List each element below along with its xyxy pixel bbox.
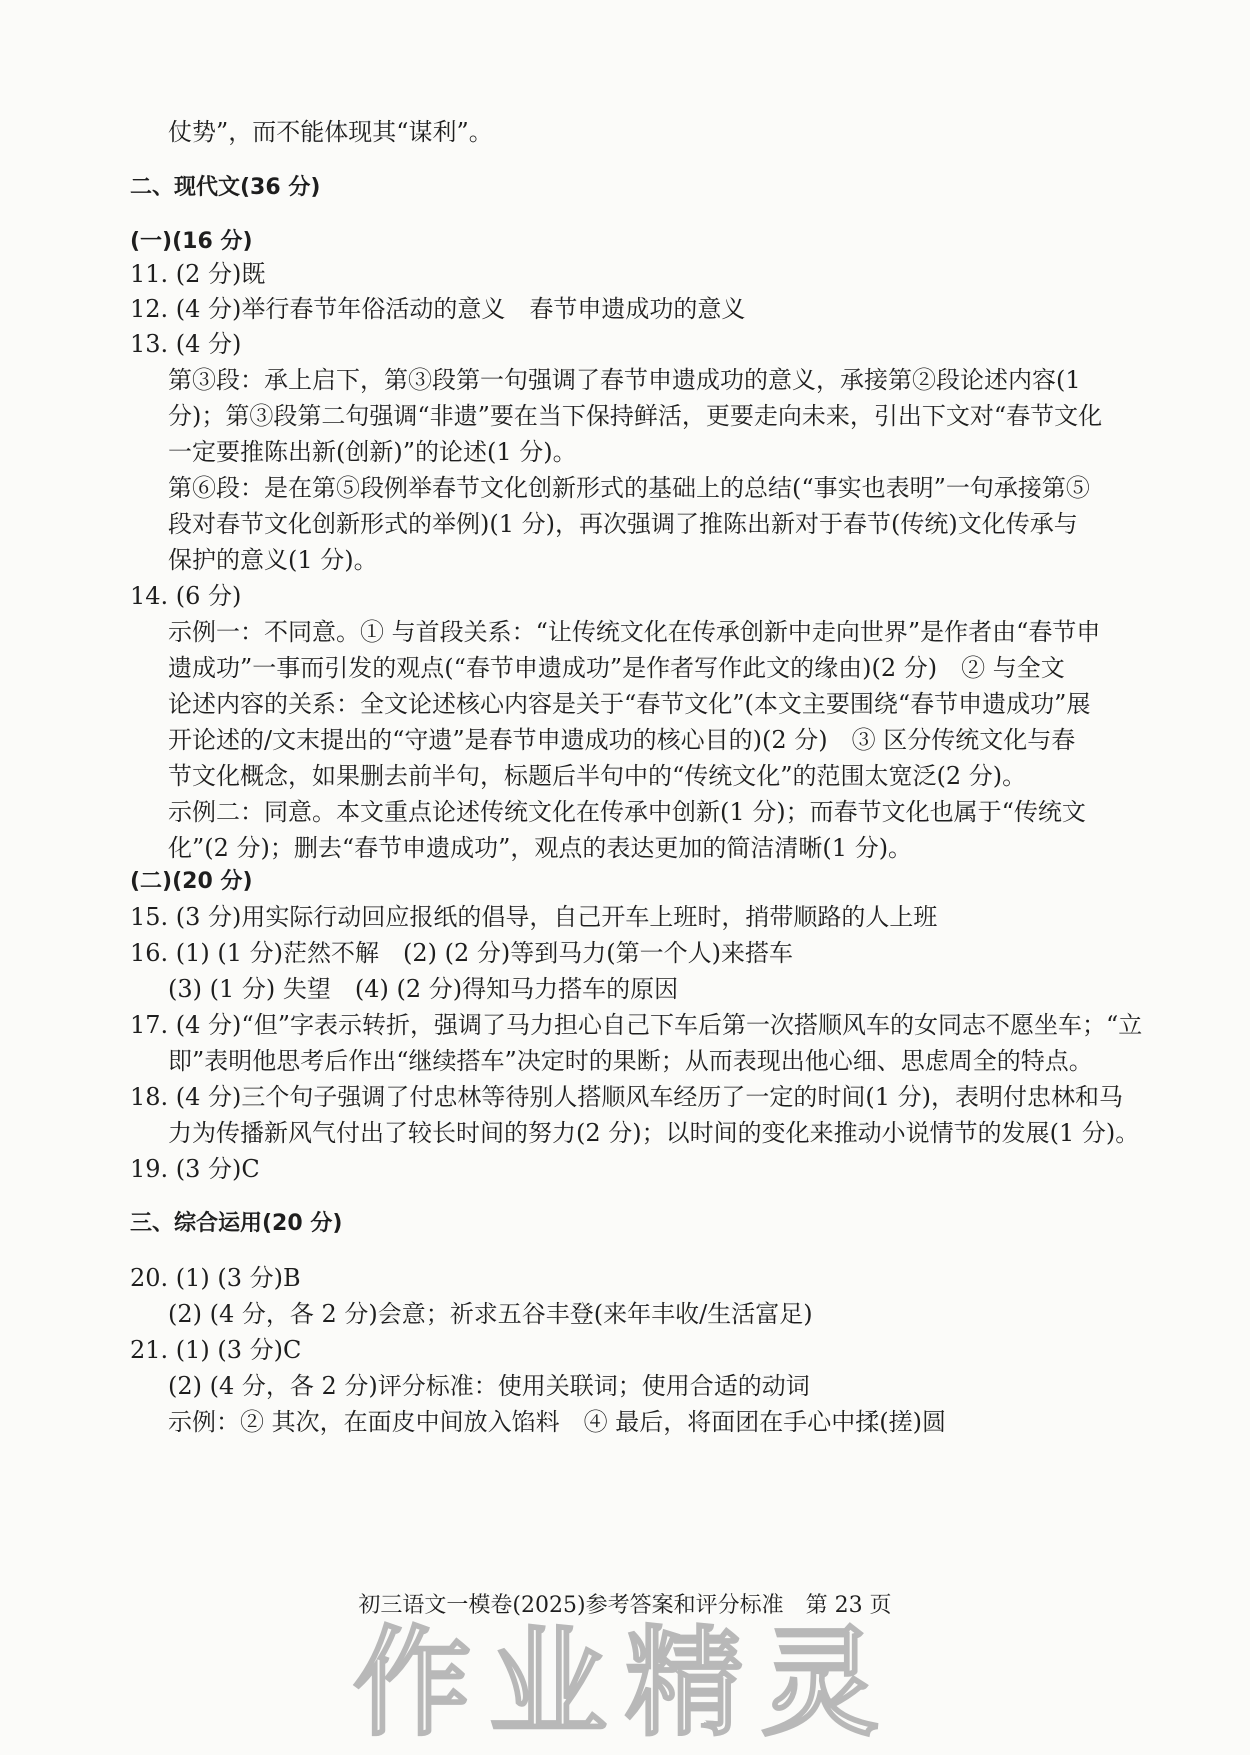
text-line: (3) (1 分) 失望 (4) (2 分)得知马力搭车的原因 — [168, 975, 679, 1003]
text-line: 第⑥段：是在第⑤段例举春节文化创新形式的基础上的总结(“事实也表明”一句承接第⑤ — [168, 474, 1090, 502]
text-line: 一定要推陈出新(创新)”的论述(1 分)。 — [168, 438, 577, 466]
answer-15: 15. (3 分)用实际行动回应报纸的倡导，自己开车上班时，捎带顺路的人上班 — [130, 903, 938, 931]
answer-11: 11. (2 分)既 — [130, 260, 266, 288]
text-line: 示例二：同意。本文重点论述传统文化在传承中创新(1 分)；而春节文化也属于“传统文 — [168, 798, 1086, 826]
answer-16: 16. (1) (1 分)茫然不解 (2) (2 分)等到马力(第一个人)来搭车 — [130, 939, 794, 967]
text-line: 段对春节文化创新形式的举例)(1 分)，再次强调了推陈出新对于春节(传统)文化传承与 — [168, 510, 1078, 538]
section-heading-modern-text: 二、现代文(36 分) — [130, 175, 321, 200]
text-line: 节文化概念，如果删去前半句，标题后半句中的“传统文化”的范围太宽泛(2 分)。 — [168, 762, 1027, 790]
answer-20: 20. (1) (3 分)B — [130, 1264, 301, 1292]
answer-12: 12. (4 分)举行春节年俗活动的意义 春节申遗成功的意义 — [130, 295, 746, 323]
answer-21: 21. (1) (3 分)C — [130, 1336, 302, 1364]
watermark: 作业精灵 — [352, 1614, 897, 1752]
footer-doc-title: 初三语文一模卷(2025)参考答案和评分标准 — [358, 1593, 784, 1618]
text-line: (2) (4 分，各 2 分)会意；祈求五谷丰登(来年丰收/生活富足) — [168, 1300, 813, 1328]
page-number: 第 23 页 — [805, 1593, 892, 1618]
answer-14-label: 14. (6 分) — [130, 582, 242, 610]
answer-19: 19. (3 分)C — [130, 1155, 260, 1183]
subsection-heading-2: (二)(20 分) — [130, 869, 253, 894]
text-line: 保护的意义(1 分)。 — [168, 546, 378, 574]
answer-17: 17. (4 分)“但”字表示转折，强调了马力担心自己下车后第一次搭顺风车的女同志不愿坐车；“立 — [130, 1011, 1143, 1039]
text-line: 示例：② 其次，在面皮中间放入馅料 ④ 最后，将面团在手心中揉(搓)圆 — [168, 1408, 946, 1436]
text-line: 遗成功”一事而引发的观点(“春节申遗成功”是作者写作此文的缘由)(2 分) ② 与全文 — [168, 654, 1065, 682]
text-line: 化”(2 分)；删去“春节申遗成功”，观点的表达更加的简洁清晰(1 分)。 — [168, 834, 913, 862]
text-line: 即”表明他思考后作出“继续搭车”决定时的果断；从而表现出他心细、思虑周全的特点。 — [168, 1047, 1093, 1075]
text-line: 开论述的/文末提出的“守遗”是春节申遗成功的核心目的)(2 分) ③ 区分传统文化与春 — [168, 726, 1076, 754]
text-line: (2) (4 分，各 2 分)评分标准：使用关联词；使用合适的动词 — [168, 1372, 810, 1400]
answer-13-label: 13. (4 分) — [130, 330, 242, 358]
text-line: 第③段：承上启下，第③段第一句强调了春节申遗成功的意义，承接第②段论述内容(1 — [168, 366, 1081, 394]
subsection-heading-1: (一)(16 分) — [130, 229, 253, 254]
answer-18: 18. (4 分)三个句子强调了付忠林等待别人搭顺风车经历了一定的时间(1 分)，表明付忠林和马 — [130, 1083, 1124, 1111]
text-line: 分)；第③段第二句强调“非遗”要在当下保持鲜活，更要走向未来，引出下文对“春节文化 — [168, 402, 1103, 430]
text-line: 仗势”，而不能体现其“谋利”。 — [168, 118, 493, 146]
text-line: 示例一：不同意。① 与首段关系：“让传统文化在传承创新中走向世界”是作者由“春节申 — [168, 618, 1101, 646]
text-line: 论述内容的关系：全文论述核心内容是关于“春节文化”(本文主要围绕“春节申遗成功”展 — [168, 690, 1091, 718]
section-heading-integrated: 三、综合运用(20 分) — [130, 1211, 343, 1236]
text-line: 力为传播新风气付出了较长时间的努力(2 分)；以时间的变化来推动小说情节的发展(1 分)。 — [168, 1119, 1140, 1147]
